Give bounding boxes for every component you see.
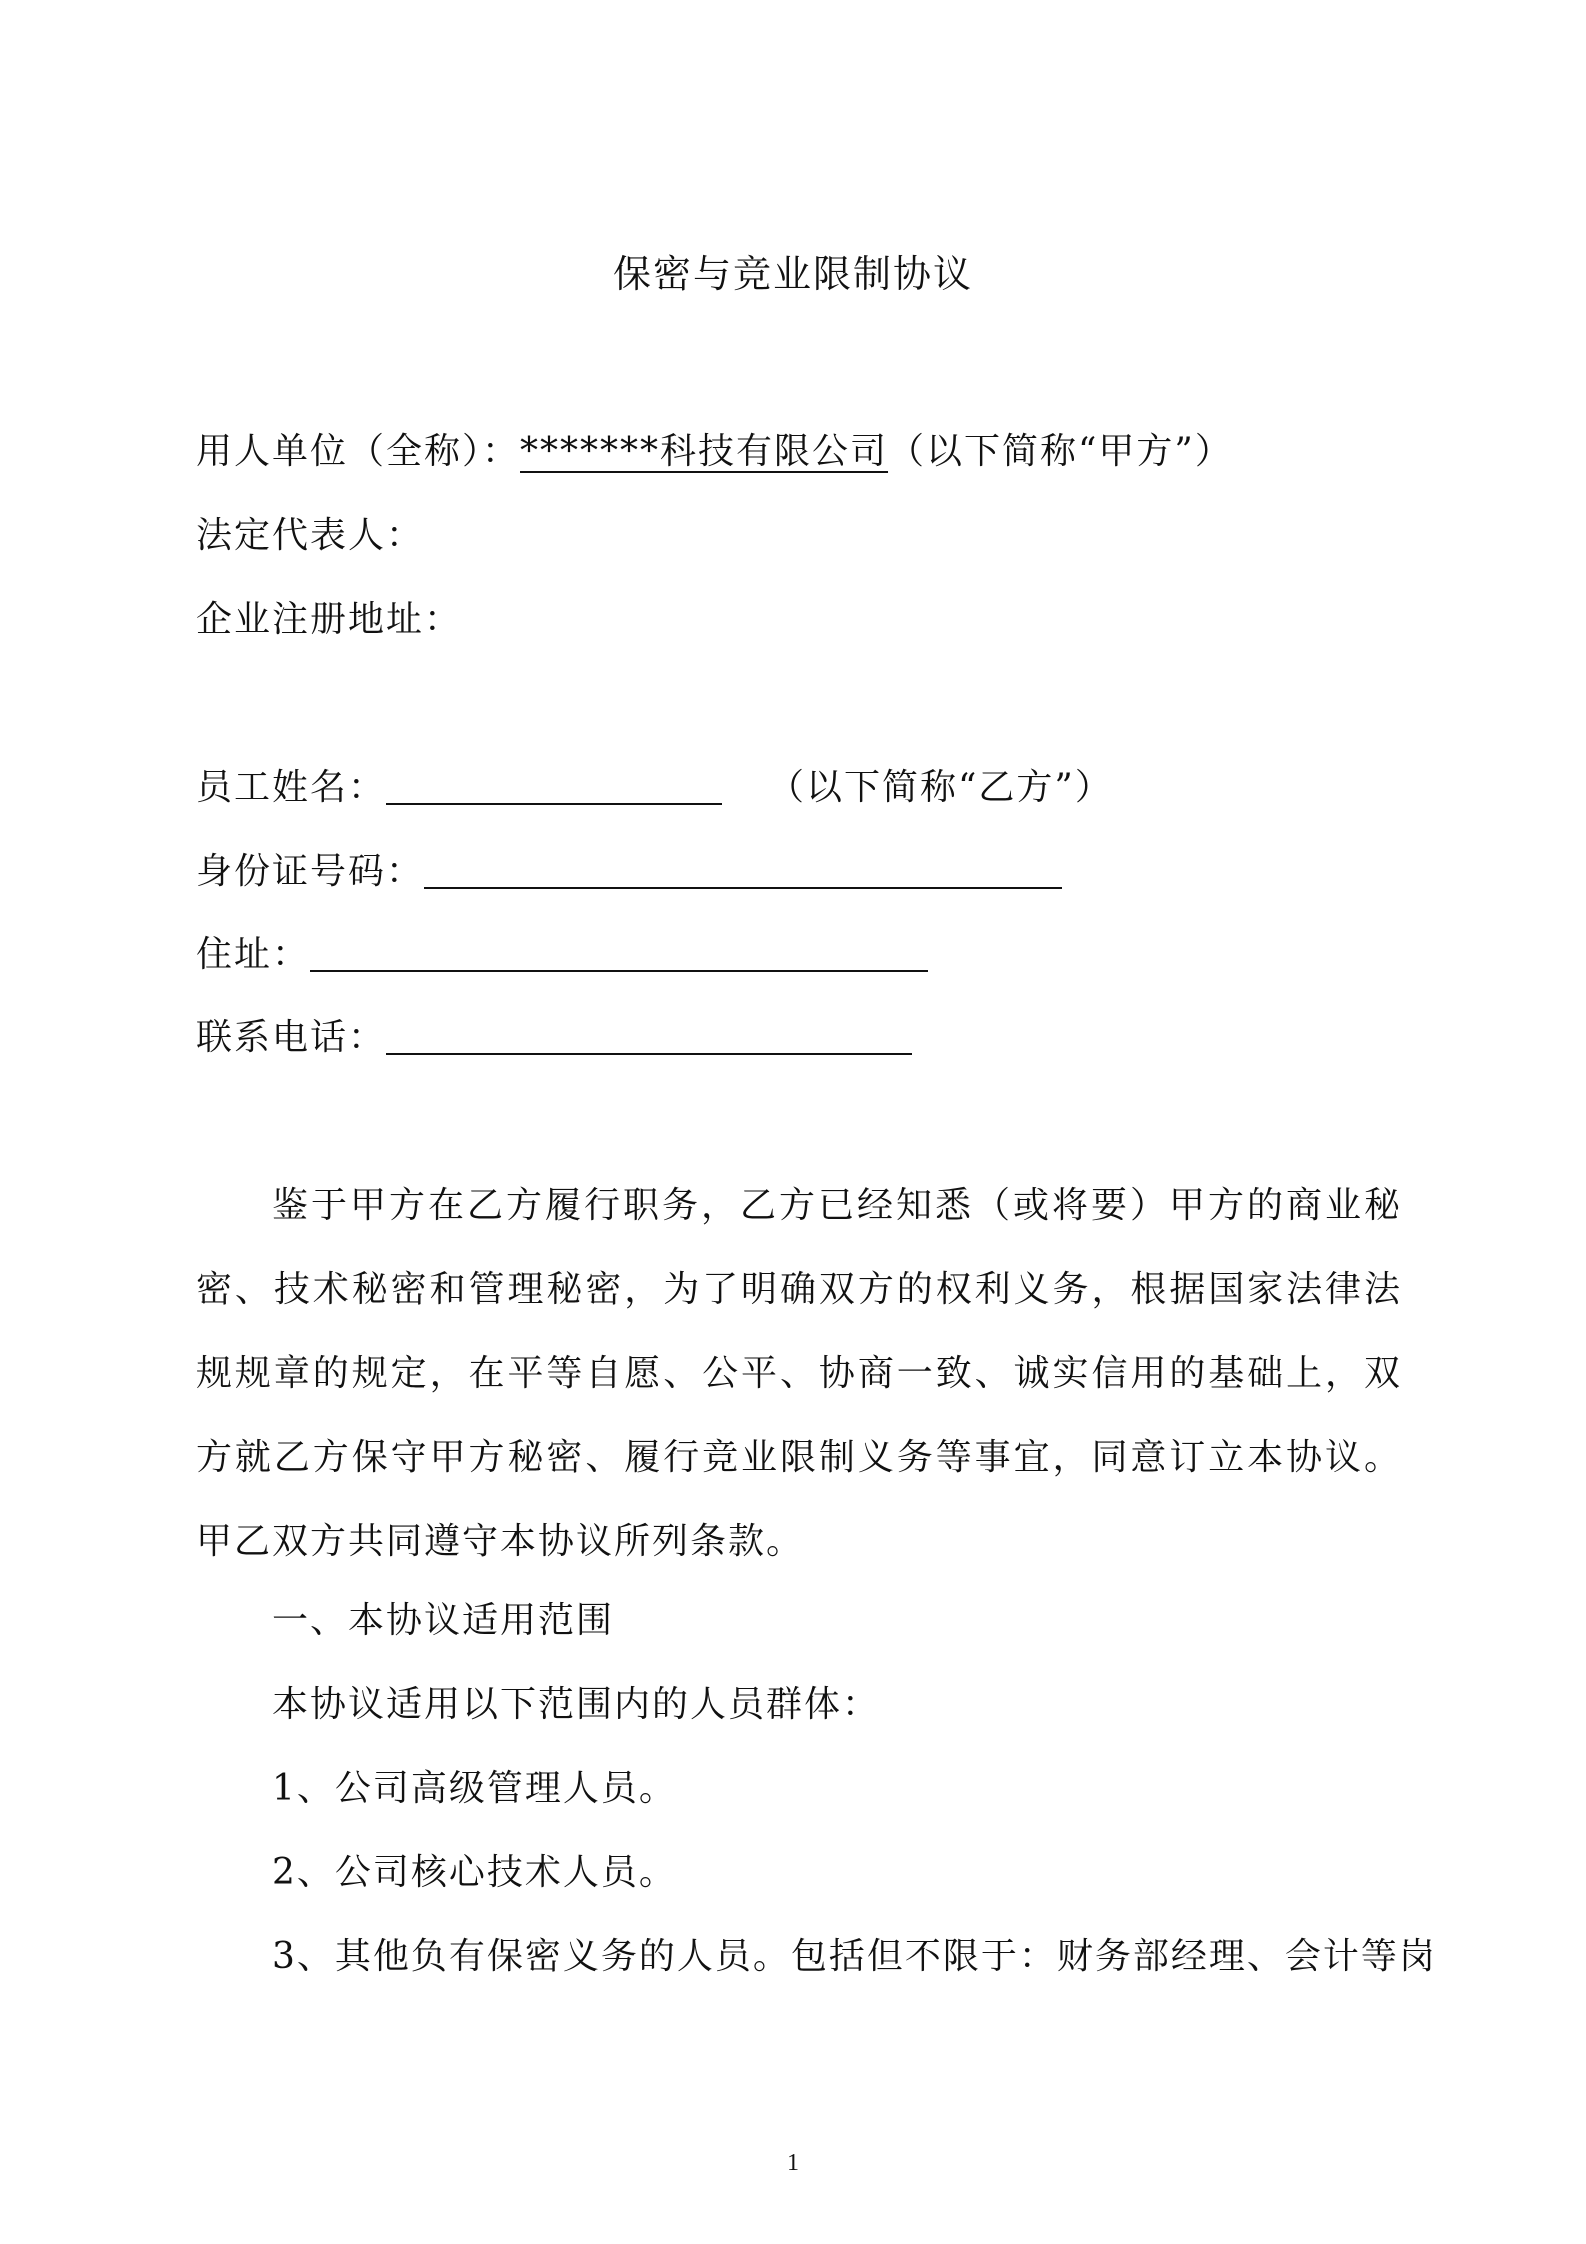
residence-blank (310, 930, 928, 972)
address-label: 企业注册地址： (196, 599, 463, 640)
employee-name-label: 员工姓名： (196, 767, 387, 808)
legal-rep-label: 法定代表人： (196, 515, 425, 556)
section1-heading: 一、本协议适用范围 (272, 1600, 615, 1641)
preamble-paragraph: 鉴于甲方在乙方履行职务，乙方已经知悉（或将要）甲方的商业秘密、技术秘密和管理秘密，为了明确双方的权利义务，根据国家法律法规规章的规定，在平等自愿、公平、协商一致、诚实信用的基础上，双方就乙方保守甲方秘密、履行竞业限制义务等事宜，同意订立本协议。甲乙双方共同遵守本协议所列条款。 (196, 1185, 1402, 1562)
employer-label: 用人单位（全称）： (196, 431, 521, 472)
employee-suffix: （以下简称“乙方”） (768, 767, 1113, 808)
employee-name-blank (386, 763, 722, 805)
phone-label: 联系电话： (196, 1017, 387, 1058)
id-label: 身份证号码： (196, 851, 425, 892)
phone-line (196, 1013, 912, 1062)
list-item: 2、公司核心技术人员。 (272, 1852, 677, 1893)
phone-blank (386, 1013, 912, 1055)
legal-rep-line (196, 512, 424, 560)
employer-suffix: （以下简称“甲方”） (888, 431, 1233, 472)
employer-line (196, 428, 1233, 476)
id-number-blank (424, 847, 1062, 889)
page-number: 1 (787, 2150, 799, 2176)
section1-intro: 本协议适用以下范围内的人员群体： (272, 1684, 881, 1725)
employee-name-line (196, 763, 1113, 812)
list-item: 3、其他负有保密义务的人员。包括但不限于：财务部经理、会计等岗 (272, 1936, 1437, 1977)
document-title: 保密与竞业限制协议 (612, 252, 973, 296)
residence-label: 住址： (196, 934, 311, 975)
id-number-line (196, 847, 1062, 896)
address-line (196, 596, 462, 644)
residence-line (196, 930, 928, 979)
employer-value: *******科技有限公司 (520, 431, 889, 472)
list-item: 1、公司高级管理人员。 (272, 1768, 677, 1809)
